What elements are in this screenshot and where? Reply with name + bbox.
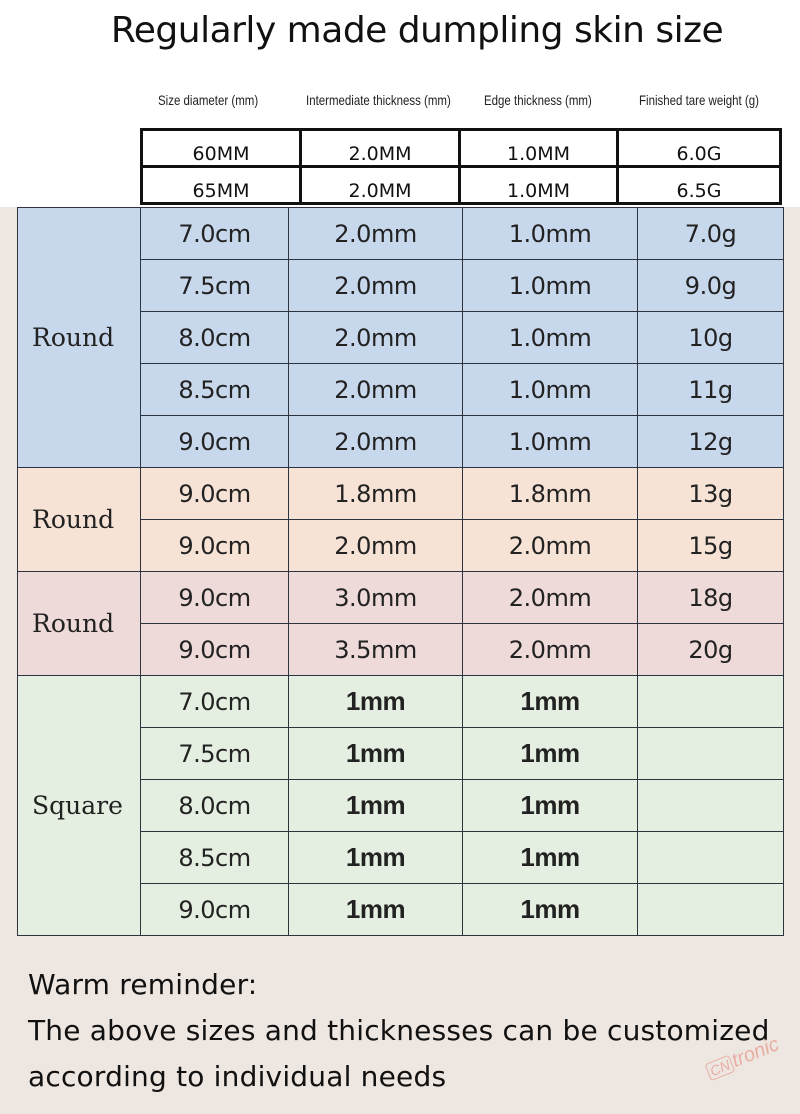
page-title: Regularly made dumpling skin size — [110, 10, 724, 51]
table-cell: 1mm — [289, 676, 463, 728]
table-cell: 1mm — [463, 832, 638, 884]
table-cell: 1.8mm — [463, 468, 638, 520]
table-cell: 1.0mm — [463, 364, 638, 416]
table-cell: 1mm — [463, 884, 638, 936]
table-cell: 18g — [638, 572, 784, 624]
table-cell: 2.0mm — [289, 312, 463, 364]
table-cell: 7.5cm — [141, 728, 289, 780]
table-cell: 2.0mm — [289, 260, 463, 312]
group-label-square: Square — [18, 676, 141, 936]
table-cell: 9.0g — [638, 260, 784, 312]
header-area — [0, 0, 800, 207]
table-cell: 2.0MM — [301, 167, 460, 204]
table-cell: 1mm — [463, 676, 638, 728]
table-cell: 3.5mm — [289, 624, 463, 676]
table-cell: 60MM — [142, 130, 301, 167]
table-row — [142, 167, 781, 204]
table-cell: 7.5cm — [141, 260, 289, 312]
table-cell — [638, 884, 784, 936]
table-cell: 8.5cm — [141, 832, 289, 884]
table-cell: 8.0cm — [141, 780, 289, 832]
reminder-text — [28, 962, 770, 1100]
table-cell: 9.0cm — [141, 572, 289, 624]
table-cell: 9.0cm — [141, 468, 289, 520]
table-cell: 13g — [638, 468, 784, 520]
header-finished-weight: Finished tare weight (g) — [639, 92, 759, 108]
table-cell: 1mm — [463, 780, 638, 832]
table-cell: 8.0cm — [141, 312, 289, 364]
reminder-line: according to individual needs — [28, 1060, 447, 1093]
table-cell — [638, 832, 784, 884]
reminder-line: The above sizes and thicknesses can be customized — [28, 1014, 770, 1047]
table-row — [142, 130, 781, 167]
table-cell: 7.0g — [638, 208, 784, 260]
table-cell: 15g — [638, 520, 784, 572]
table-cell: 9.0cm — [141, 884, 289, 936]
table-row — [18, 572, 784, 624]
table-cell: 1.0mm — [463, 416, 638, 468]
table-cell: 1.0mm — [463, 260, 638, 312]
table-cell — [638, 780, 784, 832]
table-cell: 65MM — [142, 167, 301, 204]
table-cell: 6.0G — [618, 130, 781, 167]
table-cell: 8.5cm — [141, 364, 289, 416]
table-cell: 1.0mm — [463, 312, 638, 364]
table-cell: 1mm — [463, 728, 638, 780]
group-label-round: Round — [18, 572, 141, 676]
table-cell: 2.0MM — [301, 130, 460, 167]
table-cell: 1.0MM — [460, 167, 618, 204]
table-cell: 20g — [638, 624, 784, 676]
table-cell: 1mm — [289, 884, 463, 936]
table-cell — [638, 728, 784, 780]
table-cell: 1.0mm — [463, 208, 638, 260]
table-cell: 9.0cm — [141, 520, 289, 572]
table-cell: 2.0mm — [289, 520, 463, 572]
group-label-round: Round — [18, 208, 141, 468]
table-cell: 7.0cm — [141, 676, 289, 728]
table-cell: 2.0mm — [463, 624, 638, 676]
header-size-diameter: Size diameter (mm) — [158, 92, 259, 108]
header-intermediate-thickness: Intermediate thickness (mm) — [306, 92, 451, 108]
table-cell: 11g — [638, 364, 784, 416]
table-cell: 1mm — [289, 780, 463, 832]
header-edge-thickness: Edge thickness (mm) — [484, 92, 592, 108]
table-cell: 9.0cm — [141, 416, 289, 468]
table-cell: 1.0MM — [460, 130, 618, 167]
table-cell: 2.0mm — [289, 416, 463, 468]
table-cell — [638, 676, 784, 728]
group-label-round: Round — [18, 468, 141, 572]
table-cell: 12g — [638, 416, 784, 468]
small-size-table — [140, 128, 782, 205]
table-cell: 1mm — [289, 832, 463, 884]
table-cell: 1mm — [289, 728, 463, 780]
table-cell: 10g — [638, 312, 784, 364]
watermark-text: tronic — [728, 1033, 783, 1072]
table-cell: 7.0cm — [141, 208, 289, 260]
table-cell: 2.0mm — [289, 364, 463, 416]
table-cell: 3.0mm — [289, 572, 463, 624]
table-cell: 2.0mm — [289, 208, 463, 260]
size-table — [17, 207, 784, 936]
table-cell: 6.5G — [618, 167, 781, 204]
table-cell: 2.0mm — [463, 572, 638, 624]
table-row — [18, 676, 784, 728]
watermark-prefix: CN — [705, 1055, 736, 1082]
reminder-heading: Warm reminder: — [28, 968, 258, 1001]
table-row — [18, 468, 784, 520]
table-cell: 1.8mm — [289, 468, 463, 520]
table-row — [18, 208, 784, 260]
table-cell: 9.0cm — [141, 624, 289, 676]
table-cell: 2.0mm — [463, 520, 638, 572]
